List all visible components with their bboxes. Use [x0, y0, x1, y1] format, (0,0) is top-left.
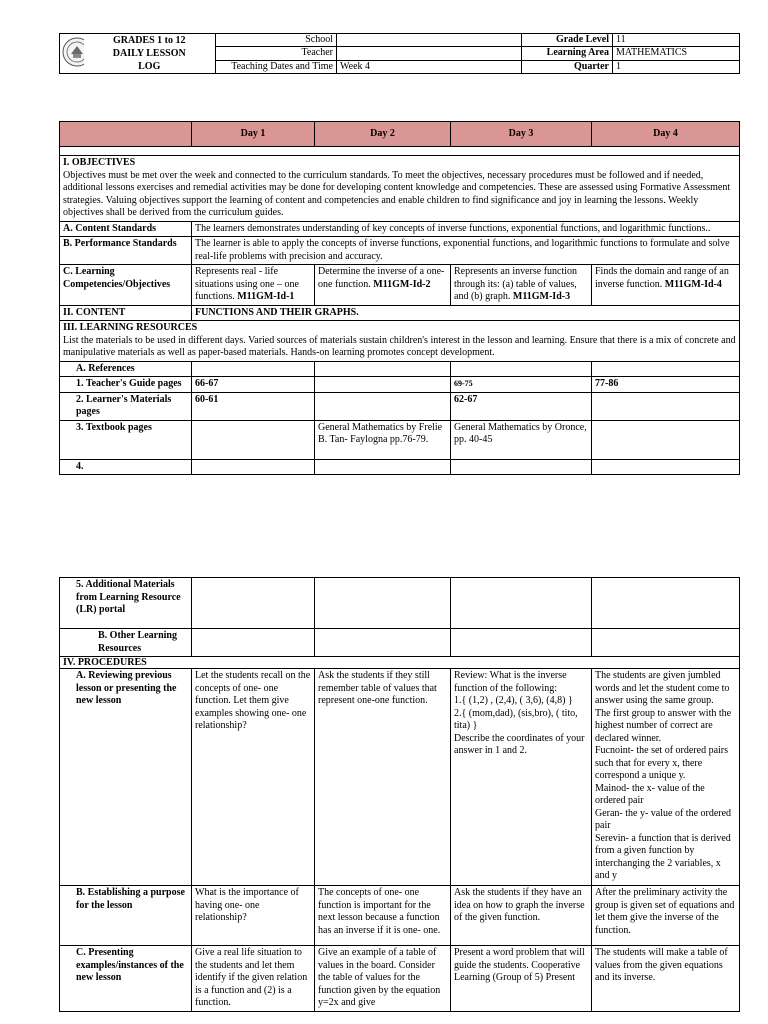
content-text: FUNCTIONS AND THEIR GRAPHS. [192, 305, 740, 321]
content-label: II. CONTENT [60, 305, 192, 321]
competency-day-2: Determine the inverse of a one-one function. M11GM-Id-2 [315, 265, 451, 306]
header-table [59, 33, 740, 74]
log-title [84, 34, 216, 74]
textbook-label: 3. Textbook pages [60, 420, 192, 459]
teachers-guide-row [60, 377, 740, 393]
purpose-day-4: After the preliminary activity the group is given set of equations and let them give the inverse of the function. [592, 886, 740, 946]
reviewing-day-1: Let the students recall on the concepts of one- one function. Let them give examples showing one- one relationship? [192, 669, 315, 886]
quarter-value: 1 [613, 60, 740, 73]
performance-standards-row [60, 237, 740, 265]
purpose-row [60, 886, 740, 946]
day-1-header: Day 1 [192, 122, 315, 147]
title-line-2: DAILY LESSON [112, 48, 186, 59]
title-line-1: GRADES 1 to 12 [112, 35, 186, 46]
competency-day-4: Finds the domain and range of an inverse function. M11GM-Id-4 [592, 265, 740, 306]
dates-value: Week 4 [337, 60, 522, 73]
resources-row [60, 321, 740, 362]
objectives-text: Objectives must be met over the week and connected to the curriculum standards. To meet the objectives, necessary procedures must be followed and if needed, additional lessons exercises and remedial activities may be done for developing content knowledge and competencies. These are assessed using Formative Assessment strategies. Valuing objectives support the learning of content and competencies and enable children to find significance and joy in learning the lessons. Weekly objectives shall be derived from the curriculum guides. [63, 169, 731, 218]
purpose-day-1: What is the importance of having one- one relationship? [192, 886, 315, 946]
presenting-label: C. Presenting examples/instances of the new lesson [60, 946, 192, 1012]
objectives-heading: I. OBJECTIVES [63, 157, 136, 168]
school-label: School [216, 34, 337, 47]
presenting-day-2: Give an example of a table of values in the board. Consider the table of values for the function given by the equation y=2x and give [315, 946, 451, 1012]
references-row [60, 361, 740, 377]
other-resources-label: B. Other Learning Resources [60, 629, 192, 657]
day-3-header: Day 3 [451, 122, 592, 147]
procedures-heading: IV. PROCEDURES [60, 657, 740, 669]
references-label: A. References [60, 361, 192, 377]
additional-materials-label: 5. Additional Materials from Learning Resource (LR) portal [60, 578, 192, 629]
reviewing-day-2: Ask the students if they still remember table of values that represent one-one function. [315, 669, 451, 886]
learning-area-value: MATHEMATICS [613, 47, 740, 60]
spacer-row [60, 147, 740, 156]
deped-seal-icon [62, 37, 84, 67]
day-4-header: Day 4 [592, 122, 740, 147]
row-4-label: 4. [60, 459, 192, 475]
purpose-label: B. Establishing a purpose for the lesson [60, 886, 192, 946]
reviewing-row [60, 669, 740, 886]
lesson-table-page2 [59, 577, 740, 1012]
presenting-day-3: Present a word problem that will guide the students. Cooperative Learning (Group of 5) Present [451, 946, 592, 1012]
tg-day-3: 69-75 [451, 377, 592, 393]
lesson-table-page1 [59, 121, 740, 475]
lm-day-3: 62-67 [451, 392, 592, 420]
tb-day-4 [592, 420, 740, 459]
reviewing-day-4: The students are given jumbled words and let the student come to answer using the same group. The first group to answer with the highest number of correct are declared winner. Fucnoint- the set of ordered pairs such that for every x, there correspond a unique y. Mainod- the x- value of the ordered pair Geran- the y- value of the ordered pair Serevin- a function that is derived from a given function by interchanging the 2 variables, x and y [592, 669, 740, 886]
content-standards-label: A. Content Standards [60, 221, 192, 237]
reviewing-day-3: Review: What is the inverse function of the following: 1.{ (1,2) , (2,4), ( 3,6), (4,8) } 2.{ (mom,dad), (sis,bro), ( tito, tita) } Describe the coordinates of your answer in 1 and 2. [451, 669, 592, 886]
competencies-row [60, 265, 740, 306]
purpose-day-2: The concepts of one- one function is important for the next lesson because a function has an inverse if it is one- one. [315, 886, 451, 946]
additional-materials-row [60, 578, 740, 629]
day-header-blank [60, 122, 192, 147]
learners-materials-label: 2. Learner's Materials pages [60, 392, 192, 420]
school-value [337, 34, 522, 47]
content-row [60, 305, 740, 321]
tg-day-2 [315, 377, 451, 393]
dates-label: Teaching Dates and Time [216, 60, 337, 73]
other-resources-row [60, 629, 740, 657]
presenting-day-4: The students will make a table of values from the given equations and its inverse. [592, 946, 740, 1012]
purpose-day-3: Ask the students if they have an idea on how to graph the inverse of the given function. [451, 886, 592, 946]
tg-day-4: 77-86 [592, 377, 740, 393]
performance-standards-text: The learner is able to apply the concepts of inverse functions, exponential functions, and logarithmic functions to formulate and solve real-life problems with precision and accuracy. [192, 237, 740, 265]
quarter-label: Quarter [522, 60, 613, 73]
row-4 [60, 459, 740, 475]
grade-level-value: 11 [613, 34, 740, 47]
objectives-row [60, 156, 740, 222]
content-standards-row [60, 221, 740, 237]
tb-day-3: General Mathematics by Oronce, pp. 40-45 [451, 420, 592, 459]
lm-day-1: 60-61 [192, 392, 315, 420]
presenting-row [60, 946, 740, 1012]
learning-area-label: Learning Area [522, 47, 613, 60]
competency-day-1: Represents real - life situations using one – one functions. M11GM-Id-1 [192, 265, 315, 306]
day-2-header: Day 2 [315, 122, 451, 147]
content-standards-text: The learners demonstrates understanding of key concepts of inverse functions, exponential functions, and logarithmic functions.. [192, 221, 740, 237]
textbook-row [60, 420, 740, 459]
procedures-heading-row [60, 657, 740, 669]
competencies-label: C. Learning Competencies/Objectives [60, 265, 192, 306]
title-line-3: LOG [138, 61, 161, 72]
teacher-label: Teacher [216, 47, 337, 60]
grade-level-label: Grade Level [522, 34, 613, 47]
teacher-value [337, 47, 522, 60]
day-header-row [60, 122, 740, 147]
performance-standards-label: B. Performance Standards [60, 237, 192, 265]
deped-seal-cell [60, 34, 84, 74]
resources-text: List the materials to be used in different days. Varied sources of materials sustain children's interest in the lesson and learning. Ensure that there is a mix of concrete and manipulative materials as well as paper-based materials. Hands-on learning promotes concept development. [63, 334, 736, 358]
competency-day-3: Represents an inverse function through its: (a) table of values, and (b) graph. M11GM-Id-3 [451, 265, 592, 306]
resources-heading: III. LEARNING RESOURCES [63, 322, 198, 333]
lm-day-2 [315, 392, 451, 420]
tb-day-1 [192, 420, 315, 459]
tb-day-2: General Mathematics by Frelie B. Tan- Faylogna pp.76-79. [315, 420, 451, 459]
tg-day-1: 66-67 [192, 377, 315, 393]
reviewing-label: A. Reviewing previous lesson or presenting the new lesson [60, 669, 192, 886]
lm-day-4 [592, 392, 740, 420]
presenting-day-1: Give a real life situation to the students and let them identify if the given relation is a function and (2) is a function. [192, 946, 315, 1012]
teachers-guide-label: 1. Teacher's Guide pages [60, 377, 192, 393]
learners-materials-row [60, 392, 740, 420]
